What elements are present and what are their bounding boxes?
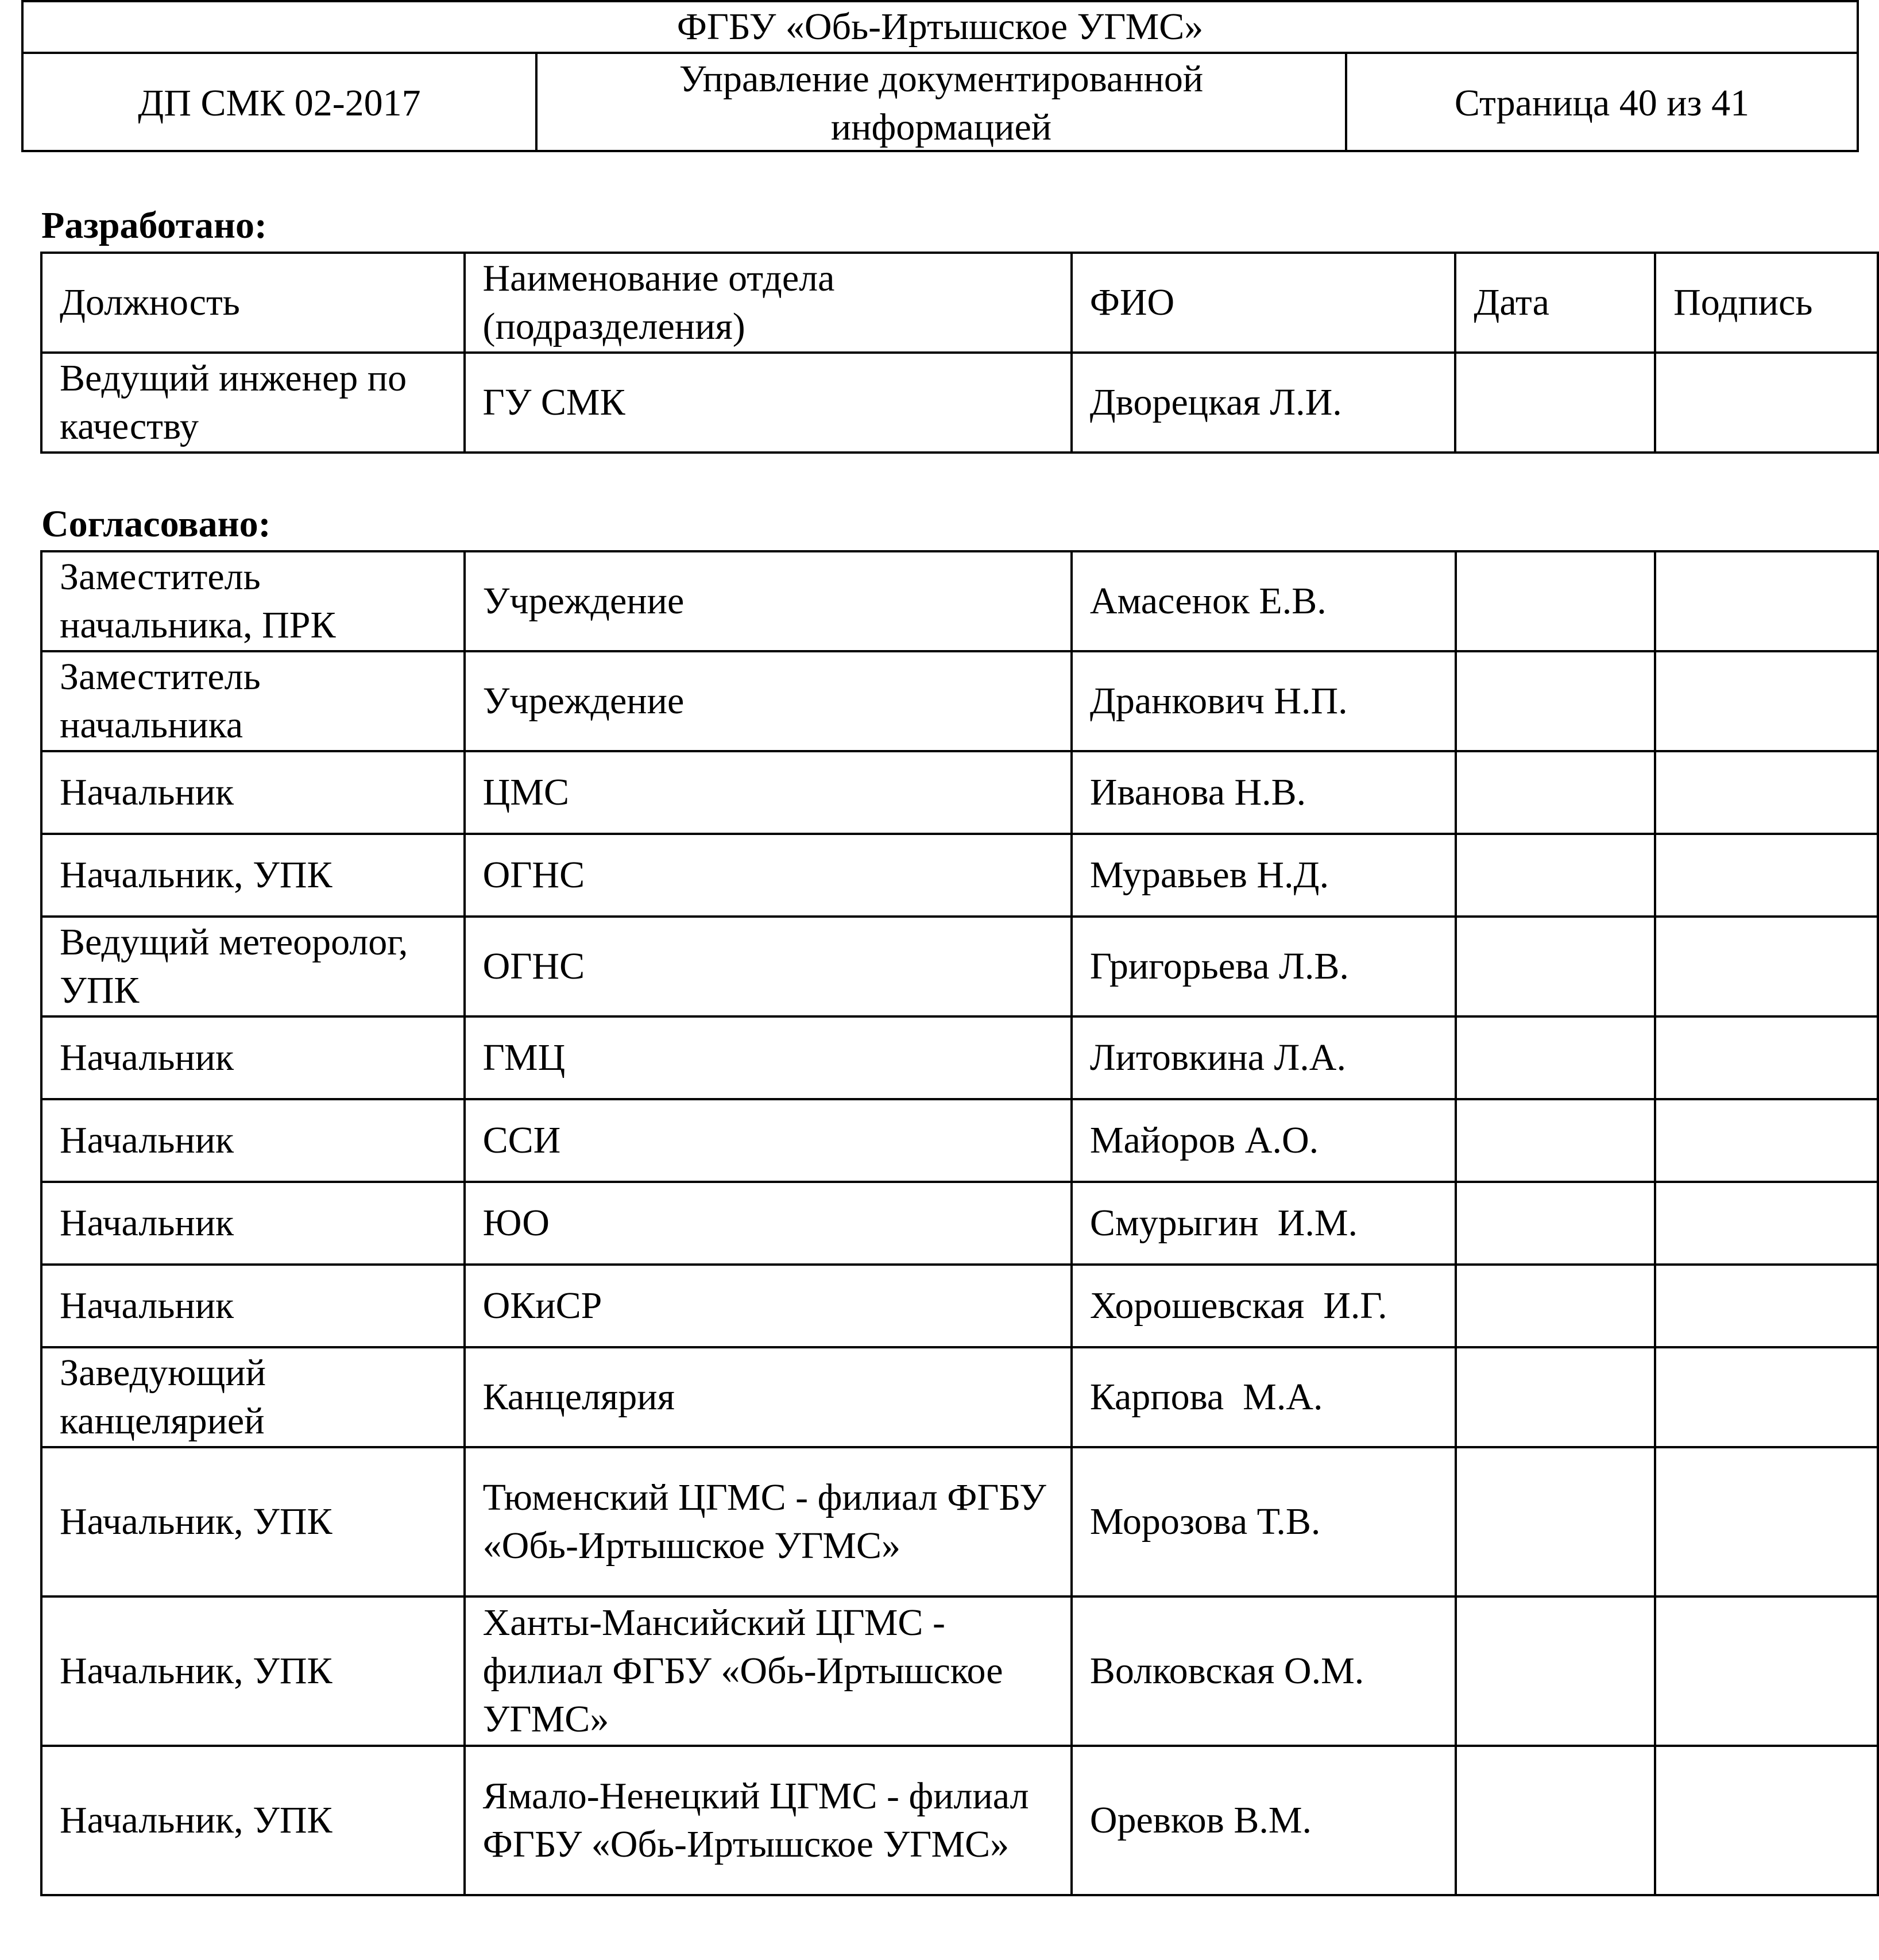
developed-title: Разработано:	[41, 204, 268, 246]
department-cell: Учреждение	[465, 551, 1072, 651]
name-cell: Волковская О.М.	[1072, 1596, 1456, 1746]
table-row	[41, 1265, 1878, 1347]
position-cell: Начальник, УПК	[41, 1746, 465, 1895]
department-cell: Канцелярия	[465, 1347, 1072, 1447]
position-cell: Ведущий метеоролог, УПК	[41, 917, 465, 1016]
department-cell: ГУ СМК	[465, 353, 1072, 453]
name-cell: Дворецкая Л.И.	[1072, 353, 1456, 453]
table-row	[41, 751, 1878, 834]
table-row	[41, 1347, 1878, 1447]
date-cell	[1456, 551, 1656, 651]
department-cell: ОКиСР	[465, 1265, 1072, 1347]
signature-cell	[1655, 1746, 1878, 1895]
department-cell: Учреждение	[465, 651, 1072, 751]
date-cell	[1456, 1447, 1656, 1596]
date-cell	[1456, 1347, 1656, 1447]
signature-cell	[1655, 651, 1878, 751]
agreed-table	[40, 550, 1879, 1896]
date-cell	[1456, 917, 1656, 1016]
department-cell: ЮО	[465, 1182, 1072, 1265]
position-cell: Начальник	[41, 1182, 465, 1265]
date-cell	[1456, 1265, 1656, 1347]
signature-cell	[1655, 751, 1878, 834]
department-cell: ЦМС	[465, 751, 1072, 834]
position-cell: Начальник	[41, 1099, 465, 1182]
name-cell: Иванова Н.В.	[1072, 751, 1456, 834]
signature-cell	[1655, 551, 1878, 651]
signature-cell	[1655, 1182, 1878, 1265]
document-title: Управление документированной информацией	[538, 54, 1347, 152]
position-cell: Заведующий канцелярией	[41, 1347, 465, 1447]
column-header-department: Наименование отдела (подразделения)	[465, 253, 1072, 353]
position-cell: Заместитель начальника, ПРК	[41, 551, 465, 651]
department-cell: ОГНС	[465, 834, 1072, 917]
date-cell	[1456, 1016, 1656, 1099]
organization-name: ФГБУ «Обь-Иртышское УГМС»	[24, 2, 1857, 54]
document-header	[21, 0, 1859, 152]
name-cell: Оревков В.М.	[1072, 1746, 1456, 1895]
table-row	[41, 917, 1878, 1016]
signature-cell	[1655, 1596, 1878, 1746]
position-cell: Заместитель начальника	[41, 651, 465, 751]
table-row	[41, 834, 1878, 917]
signature-cell	[1655, 1099, 1878, 1182]
position-cell: Начальник, УПК	[41, 834, 465, 917]
department-cell: ОГНС	[465, 917, 1072, 1016]
department-cell: Тюменский ЦГМС - филиал ФГБУ «Обь-Иртышское УГМС»	[465, 1447, 1072, 1596]
table-row	[41, 1596, 1878, 1746]
table-row	[41, 1016, 1878, 1099]
department-cell: ССИ	[465, 1099, 1072, 1182]
page-number: Страница 40 из 41	[1454, 82, 1750, 124]
date-cell	[1455, 353, 1655, 453]
department-cell: ГМЦ	[465, 1016, 1072, 1099]
table-row	[41, 1099, 1878, 1182]
name-cell: Хорошевская И.Г.	[1072, 1265, 1456, 1347]
date-cell	[1456, 751, 1656, 834]
signature-cell	[1655, 1347, 1878, 1447]
name-cell: Морозова Т.В.	[1072, 1447, 1456, 1596]
table-row	[41, 1447, 1878, 1596]
document-code: ДП СМК 02-2017	[24, 54, 538, 152]
position-cell: Начальник	[41, 1016, 465, 1099]
signature-cell	[1655, 1265, 1878, 1347]
position-cell: Ведущий инженер по качеству	[41, 353, 465, 453]
developed-table	[40, 252, 1879, 454]
column-header-position: Должность	[41, 253, 465, 353]
column-header-name: ФИО	[1072, 253, 1456, 353]
date-cell	[1456, 1596, 1656, 1746]
name-cell: Майоров А.О.	[1072, 1099, 1456, 1182]
position-cell: Начальник	[41, 1265, 465, 1347]
date-cell	[1456, 1182, 1656, 1265]
table-row	[41, 551, 1878, 651]
name-cell: Карпова М.А.	[1072, 1347, 1456, 1447]
date-cell	[1456, 651, 1656, 751]
table-row	[41, 1746, 1878, 1895]
name-cell: Литовкина Л.А.	[1072, 1016, 1456, 1099]
signature-cell	[1655, 1016, 1878, 1099]
name-cell: Амасенок Е.В.	[1072, 551, 1456, 651]
department-cell: Ямало-Ненецкий ЦГМС - филиал ФГБУ «Обь-Иртышское УГМС»	[465, 1746, 1072, 1895]
table-row	[41, 651, 1878, 751]
date-cell	[1456, 1099, 1656, 1182]
signature-cell	[1655, 917, 1878, 1016]
signature-cell	[1655, 834, 1878, 917]
position-cell: Начальник, УПК	[41, 1447, 465, 1596]
table-header-row	[41, 253, 1878, 353]
department-cell: Ханты-Мансийский ЦГМС - филиал ФГБУ «Обь-Иртышское УГМС»	[465, 1596, 1072, 1746]
agreed-title: Согласовано:	[41, 503, 271, 545]
date-cell	[1456, 834, 1656, 917]
date-cell	[1456, 1746, 1656, 1895]
position-cell: Начальник	[41, 751, 465, 834]
header-row	[24, 54, 1857, 152]
name-cell: Смурыгин И.М.	[1072, 1182, 1456, 1265]
name-cell: Дранкович Н.П.	[1072, 651, 1456, 751]
table-row	[41, 1182, 1878, 1265]
signature-cell	[1655, 1447, 1878, 1596]
column-header-signature: Подпись	[1655, 253, 1878, 353]
name-cell: Григорьева Л.В.	[1072, 917, 1456, 1016]
signature-cell	[1655, 353, 1878, 453]
name-cell: Муравьев Н.Д.	[1072, 834, 1456, 917]
table-row	[41, 353, 1878, 453]
position-cell: Начальник, УПК	[41, 1596, 465, 1746]
column-header-date: Дата	[1455, 253, 1655, 353]
